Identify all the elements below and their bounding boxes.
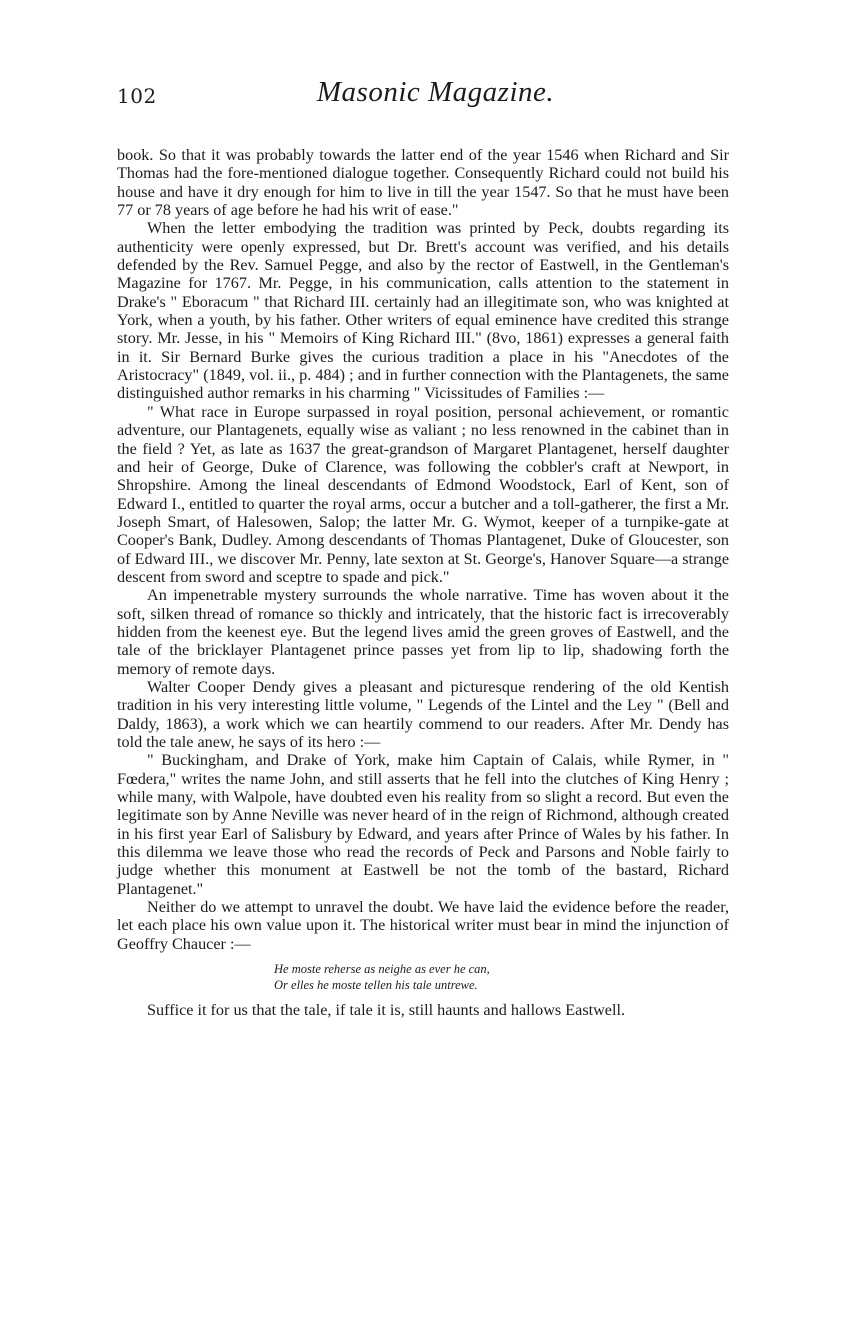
article-body (117, 146, 729, 1019)
quoted-paragraph: " What race in Europe surpassed in royal position, personal achievement, or romantic adventure, our Plantagenets, equally wise as valiant ; no less renowned in the cabinet than in the field ? Yet, as late as 1637 the great-grandson of Margaret Plantagenet, herself daughter and heir of George, Duke of Clarence, was following the cobbler's craft at Newport, in Shropshire. Among the lineal descendants of Edmond Woodstock, Earl of Kent, son of Edward I., entitled to quarter the royal arms, occur a butcher and a toll-gatherer, the first a Mr. Joseph Smart, of Halesowen, Salop; the latter Mr. G. Wymot, keeper of a turnpike-gate at Cooper's Bank, Dudley. Among descendants of Thomas Plantagenet, Duke of Gloucester, son of Edward III., we discover Mr. Penny, late sexton at St. George's, Hanover Square—a strange descent from sword and sceptre to spade and pick." (117, 402, 729, 586)
verse-quotation (274, 961, 729, 993)
paragraph: Walter Cooper Dendy gives a pleasant and picturesque rendering of the old Kentish tradition in his very interesting little volume, " Legends of the Lintel and the Ley " (Bell and Daldy, 1863), a work which we can heartily commend to our readers. After Mr. Dendy has told the tale anew, he says of its hero :— (117, 677, 729, 751)
verse-line: Or elles he moste tellen his tale untrewe. (274, 978, 478, 993)
paragraph: When the letter embodying the tradition was printed by Peck, doubts regarding its authenticity were openly expressed, but Dr. Brett's account was verified, and his details defended by the Rev. Samuel Pegge, and also by the rector of Eastwell, in the Gentleman's Magazine for 1767. Mr. Pegge, in his communication, calls attention to the statement in Drake's " Eboracum " that Richard III. certainly had an illegitimate son, who was knighted at York, when a youth, by his father. Other writers of equal eminence have credited this strange story. Mr. Jesse, in his " Memoirs of King Richard III." (8vo, 1861) expresses a general faith in it. Sir Bernard Burke gives the curious tradition a place in his "Anecdotes of the Aristocracy" (1849, vol. ii., p. 484) ; and in further connection with the Plantagenets, the same distinguished author remarks in his charming " Vicissitudes of Families :— (117, 219, 729, 403)
paragraph: Neither do we attempt to unravel the doubt. We have laid the evidence before the reader, let each place his own value upon it. The historical writer must bear in mind the injunction of Geoffry Chaucer :— (117, 898, 729, 953)
closing-sentence: Suffice it for us that the tale, if tale it is, still haunts and hallows Eastwell. (147, 1001, 626, 1020)
quoted-paragraph: " Buckingham, and Drake of York, make him Captain of Calais, while Rymer, in " Fœdera," writes the name John, and still asserts that he fell into the clutches of King Henry ; while many, with Walpole, have doubted even his reality from so slight a record. But even the legitimate son by Anne Neville was never heard of in the reign of Richmond, although created in his first year Earl of Salisbury by Edward, and years after Prince of Wales by his father. In this dilemma we leave those who read the records of Peck and Parsons and Noble fairly to judge whether this monument at Eastwell be not the tomb of the bastard, Richard Plantagenet." (117, 751, 729, 898)
running-title: Masonic Magazine. (316, 76, 555, 108)
page-number: 102 (117, 84, 157, 108)
verse-line: He moste reherse as neighe as ever he can, (274, 962, 490, 977)
paragraph: An impenetrable mystery surrounds the whole narrative. Time has woven about it the soft, silken thread of romance so thickly and intricately, that the historic fact is irrecoverably hidden from the keenest eye. But the legend lives amid the green groves of Eastwell, and the tale of the bricklayer Plantagenet prince passes yet from lip to lip, shadowing forth the memory of remote days. (117, 586, 729, 678)
paragraph: book. So that it was probably towards the latter end of the year 1546 when Richard and Sir Thomas had the fore-mentioned dialogue together. Consequently Richard could not build his house and have it dry enough for him to live in till the year 1547. So that he must have been 77 or 78 years of age before he had his writ of ease." (117, 146, 729, 220)
